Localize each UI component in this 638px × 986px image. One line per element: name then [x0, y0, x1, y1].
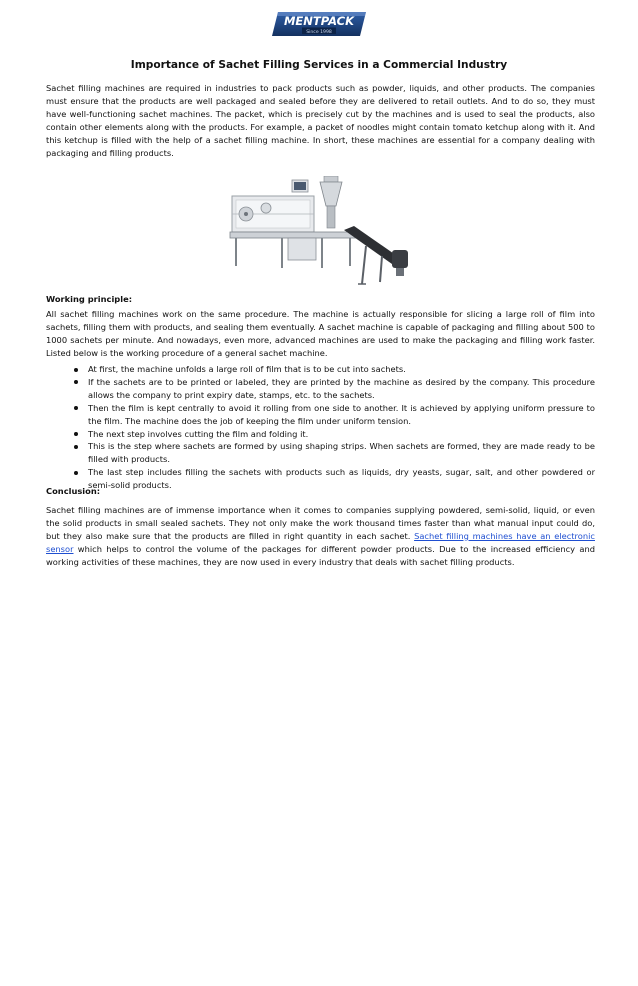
list-item	[46, 428, 595, 441]
bullet-icon	[74, 368, 78, 372]
step-text: At first, the machine unfolds a large roll of film that is to be cut into sachets.	[88, 364, 406, 374]
sachet-machine-image	[226, 176, 412, 288]
page-title: Importance of Sachet Filling Services in a Commercial Industry	[130, 59, 508, 71]
bullet-icon	[74, 432, 78, 436]
conclusion-text-start: Sachet filling machines are of immense importance when it comes to companies supplying powdered, semi-solid, liquid, or even the solid products in small sealed sachets. They not only make the work thousand times faster than what manual input could do, but they also make sure that the products are filled in right quantity in each sachet.	[46, 505, 595, 541]
bullet-icon	[74, 471, 78, 475]
step-text: The next step involves cutting the film and folding it.	[88, 428, 309, 439]
intro-paragraph: Sachet filling machines are required in industries to pack products such as powder, liquids, and other products. The companies must ensure that the products are well packaged and sealed before they are delivered to retail outlets. And to do so, they must have well-functioning sachet machines. The packet, which is precisely cut by the machines and is used to seal the products, also contain other elements along with the products. For example, a packet of noodles might contain tomato ketchup along with it. And this ketchup is filled with the help of a sachet filling machine. In short, these machines are essential for a company dealing with packaging and filling products.	[46, 83, 595, 158]
bullet-icon	[74, 380, 78, 384]
conclusion-text-end: which helps to control the volume of the packages for different powder products. Due to the increased efficiency and working activities of these machines, they are now used in every industry that deals with sachet filling products.	[46, 543, 595, 567]
working-principle-heading: Working principle:	[46, 294, 133, 304]
step-text: If the sachets are to be printed or labeled, they are printed by the machine as desired by the company. This procedure allows the company to print expiry date, stamps, etc. to the sachets.	[88, 376, 595, 400]
list-item	[46, 440, 595, 466]
step-text: The last step includes filling the sachets with products such as liquids, dry yeasts, sugar, salt, and other powdered or semi-solid products.	[88, 467, 595, 491]
conclusion-paragraph	[46, 504, 595, 569]
working-principle-paragraph: All sachet filling machines work on the same procedure. The machine is actually responsible for slicing a large roll of film into sachets, filling them with products, and sealing them eventually. A sachet machine is capable of packaging and filling about 500 to 1000 sachets per minute. And nowadays, even more, advanced machines are used to make the packaging and filling work faster. Listed below is the working procedure of a general sachet machine.	[46, 309, 595, 358]
list-item	[46, 402, 595, 428]
working-steps-list	[46, 363, 595, 492]
list-item	[46, 363, 595, 376]
step-text: Then the film is kept centrally to avoid it rolling from one side to another. It is achieved by applying uniform pressure to the film. The machine does the job of keeping the film under uniform tension.	[88, 402, 595, 426]
step-text: This is the step where sachets are formed by using shaping strips. When sachets are formed, they are made ready to be filled with products.	[88, 441, 595, 465]
bullet-icon	[74, 406, 78, 410]
conclusion-heading: Conclusion:	[46, 486, 101, 496]
logo-name: MENTPACK	[283, 14, 355, 28]
logo-tagline: Since 1998	[306, 29, 332, 35]
electronic-sensor-link[interactable]: Sachet filling machines have an electronic sensor	[46, 530, 595, 554]
bullet-icon	[74, 445, 78, 449]
list-item	[46, 466, 595, 492]
list-item	[46, 376, 595, 402]
mentpack-logo	[272, 12, 366, 36]
